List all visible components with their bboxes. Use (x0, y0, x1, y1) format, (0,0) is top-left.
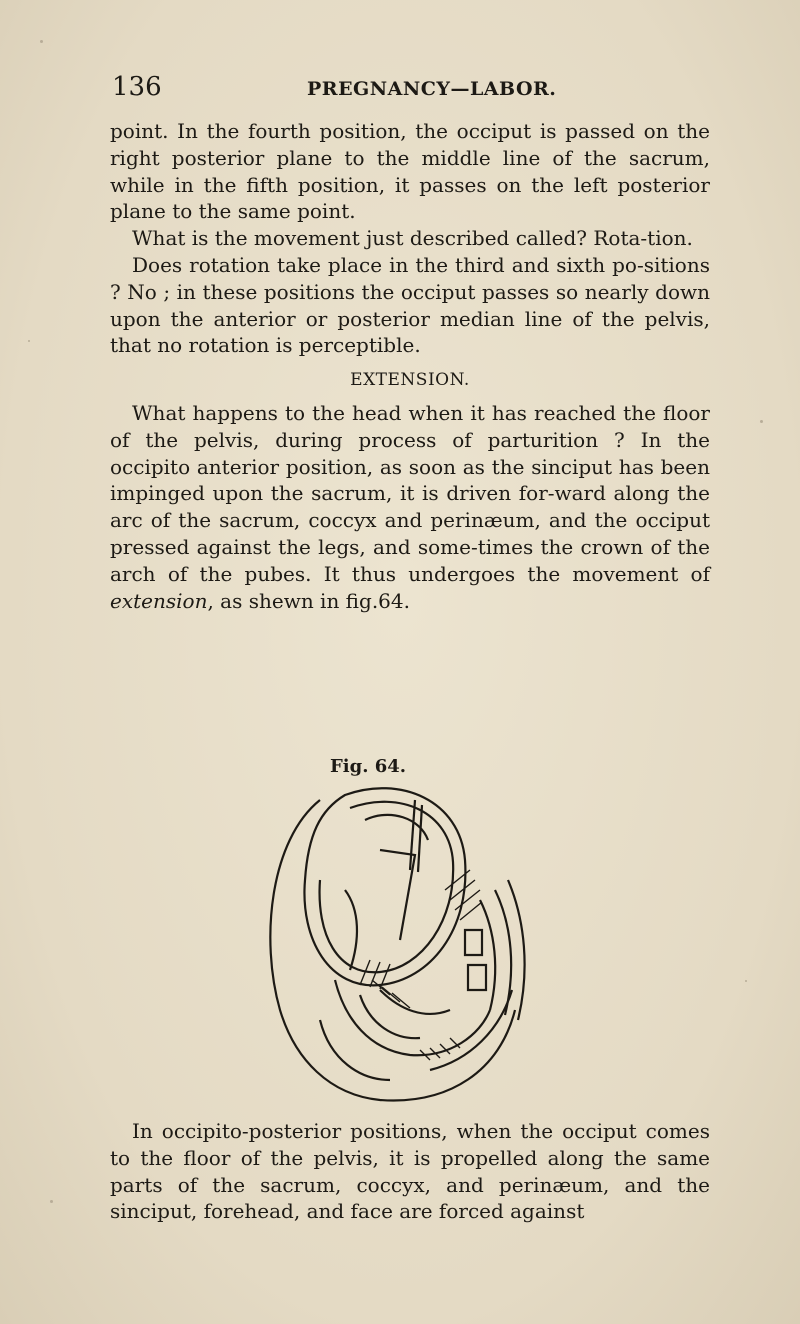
paragraph-rotation-positions: point. In the fourth position, the occiput is passed on the right posterior plane to the middle line of the sacrum, while in the fifth position, it passes on the left posterior plane to the same point. (110, 119, 710, 224)
paper-speck (50, 1200, 53, 1203)
paragraph-extension (110, 400, 710, 614)
extension-text-before: What happens to the head when it has reached the floor of the pelvis, during process of parturition ? In the occipito anterior position, as soon as the sinciput has been impinged upon the sacrum, it is driven for-ward along the arc of the sacrum, coccyx and perinæum, and the occiput pressed against the legs, and some-times the crown of the arch of the pubes. It thus undergoes the movement of (110, 400, 710, 586)
paper-speck (745, 980, 747, 982)
paper-speck (40, 40, 43, 43)
extension-emphasis: extension (110, 588, 208, 613)
fetal-head-extension-illustration (250, 780, 550, 1110)
paragraph-occipito-posterior: In occipito-posterior positions, when the occiput comes to the floor of the pelvis, it is propelled along the same parts of the sacrum, coccyx, and perinæum, and the sinciput, forehead, and face are forced against (110, 1119, 710, 1224)
page-header (112, 72, 712, 102)
bottom-text-block (110, 1118, 710, 1225)
paper-speck (28, 340, 30, 342)
top-text-block (110, 118, 710, 614)
paragraph-question-third-sixth: Does rotation take place in the third and sixth po-sitions ? No ; in these positions the occiput passes so nearly down upon the anterior or posterior median line of the pelvis, that no rotation is perceptible. (110, 252, 710, 358)
page-number: 136 (112, 72, 162, 102)
extension-text-after: , as shewn in fig.64. (207, 588, 410, 613)
paragraph-question-rotation: What is the movement just described called? Rota-tion. (132, 226, 693, 251)
paper-speck (760, 420, 763, 423)
figure-caption: Fig. 64. (330, 756, 407, 777)
running-head: PREGNANCY—LABOR. (307, 78, 557, 100)
section-heading-extension: EXTENSION. (350, 370, 470, 391)
